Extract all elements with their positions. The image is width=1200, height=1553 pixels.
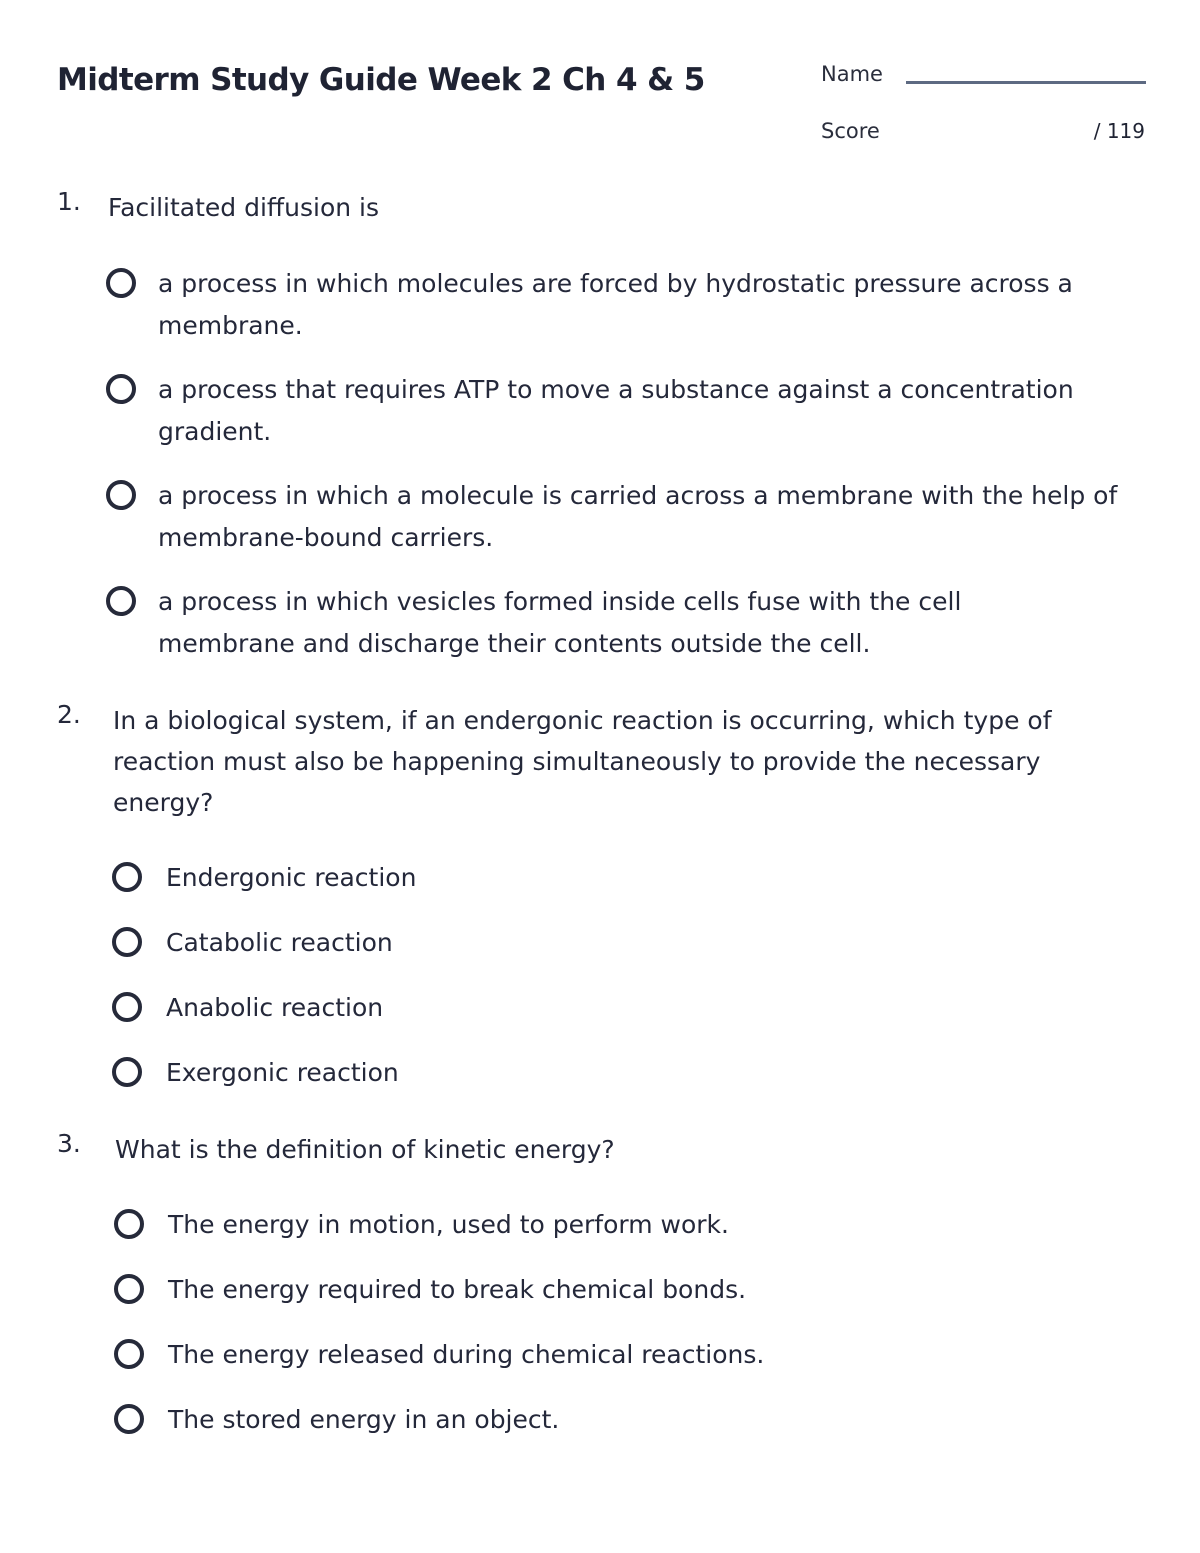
- radio-button[interactable]: [114, 1274, 144, 1304]
- option-text: a process in which vesicles formed inside cells fuse with the cell membrane and discharge their contents outside the cell.: [158, 587, 962, 658]
- question-2: [57, 700, 1147, 823]
- question-number: 3.: [57, 1129, 81, 1158]
- name-field[interactable]: [906, 81, 1146, 84]
- option-text: The energy in motion, used to perform work.: [168, 1210, 729, 1239]
- option-text: Exergonic reaction: [166, 1058, 399, 1087]
- option-text: The energy required to break chemical bonds.: [168, 1275, 747, 1304]
- radio-button[interactable]: [112, 862, 142, 892]
- option-text: The stored energy in an object.: [168, 1405, 560, 1434]
- option-text: a process that requires ATP to move a substance against a concentration gradient.: [158, 375, 1074, 446]
- name-label: Name: [821, 62, 883, 86]
- radio-button[interactable]: [112, 992, 142, 1022]
- radio-button[interactable]: [106, 374, 136, 404]
- option-text: Anabolic reaction: [166, 993, 384, 1022]
- radio-button[interactable]: [112, 927, 142, 957]
- question-text: In a biological system, if an endergonic reaction is occurring, which type of reaction must also be happening simultaneously to provide the necessary energy?: [113, 706, 1052, 817]
- score-total: / 119: [1093, 119, 1145, 143]
- question-text: Facilitated diffusion is: [108, 193, 380, 222]
- radio-button[interactable]: [106, 480, 136, 510]
- option-text: a process in which molecules are forced by hydrostatic pressure across a membrane.: [158, 269, 1073, 340]
- radio-button[interactable]: [106, 268, 136, 298]
- radio-button[interactable]: [106, 586, 136, 616]
- radio-button[interactable]: [114, 1404, 144, 1434]
- radio-button[interactable]: [114, 1339, 144, 1369]
- question-text: What is the definition of kinetic energy?: [115, 1135, 615, 1164]
- question-number: 2.: [57, 700, 81, 729]
- question-1: [57, 187, 1147, 229]
- page-title: Midterm Study Guide Week 2 Ch 4 & 5: [57, 62, 705, 98]
- radio-button[interactable]: [114, 1209, 144, 1239]
- option-text: Catabolic reaction: [166, 928, 393, 957]
- option-text: Endergonic reaction: [166, 863, 417, 892]
- question-number: 1.: [57, 187, 81, 216]
- question-3: [57, 1129, 1147, 1170]
- option-text: a process in which a molecule is carried across a membrane with the help of membrane-bound carriers.: [158, 481, 1118, 552]
- radio-button[interactable]: [112, 1057, 142, 1087]
- score-label: Score: [821, 119, 880, 143]
- option-text: The energy released during chemical reactions.: [168, 1340, 765, 1369]
